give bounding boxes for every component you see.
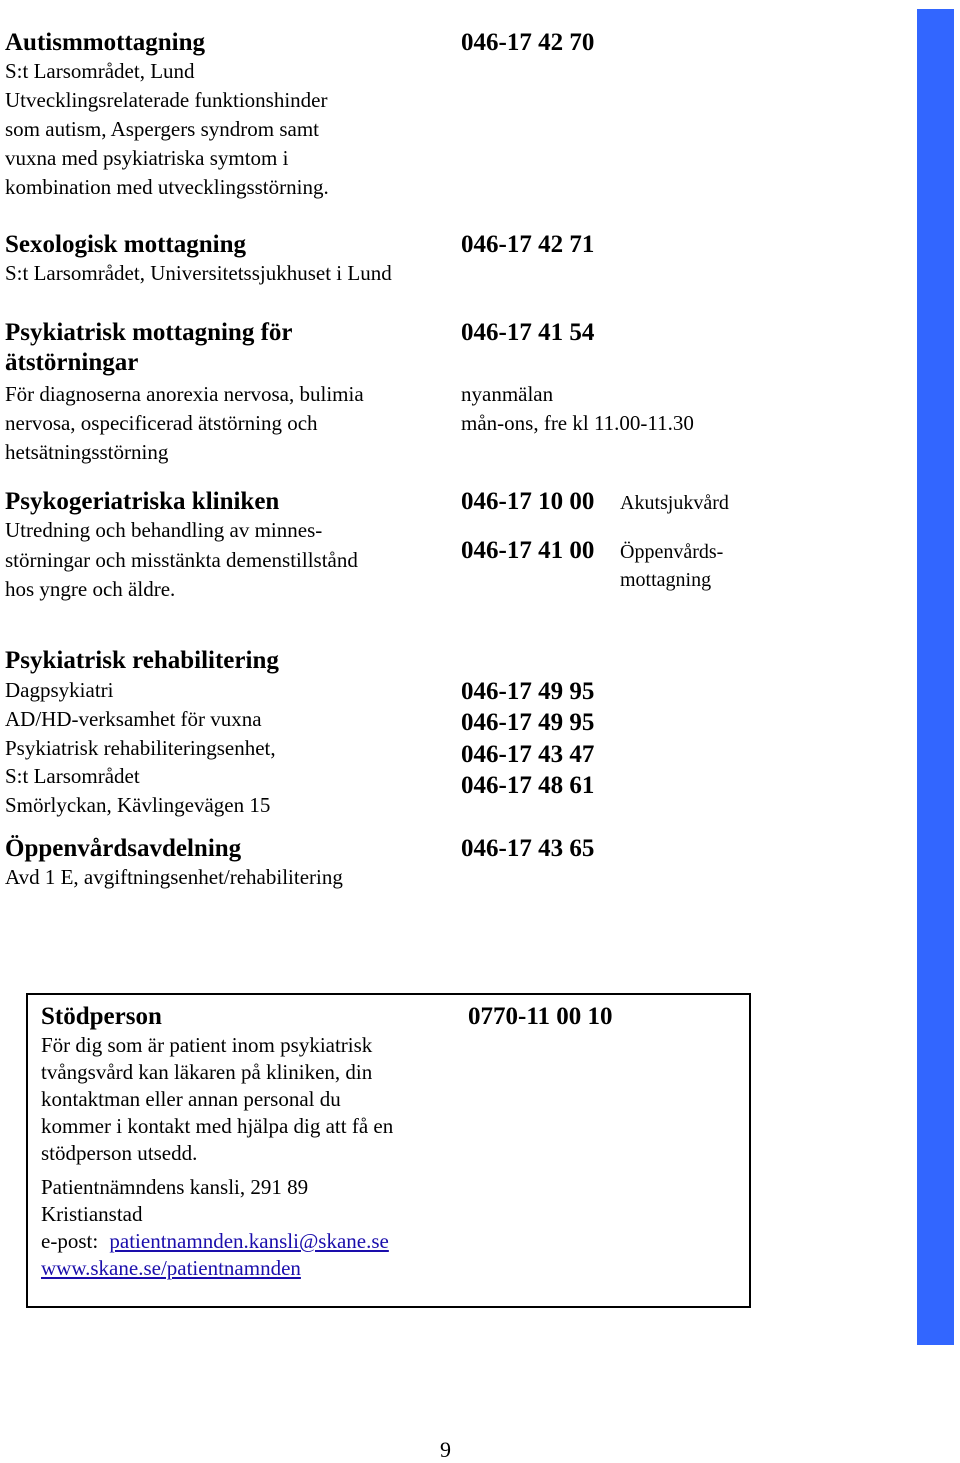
website-link[interactable]: www.skane.se/patientnamnden (41, 1256, 301, 1280)
psykogeriatrik-phone: 046-17 41 00 (461, 537, 595, 564)
box-address-line: Kristianstad (41, 1202, 143, 1226)
autism-line: som autism, Aspergers syndrom samt (5, 117, 320, 141)
box-line: kontaktman eller annan personal du (41, 1087, 341, 1111)
rehab-line: Dagpsykiatri (5, 678, 114, 702)
rehab-phone: 046-17 49 95 (461, 678, 595, 705)
page-number: 9 (440, 1437, 451, 1462)
autism-line: kombination med utvecklingsstörning. (5, 175, 329, 199)
rehab-line: S:t Larsområdet (5, 764, 140, 788)
psykogeriatrik-line: störningar och misstänkta demenstillstånd (5, 548, 358, 572)
atstorning-title: ätstörningar (5, 349, 139, 376)
box-line: För dig som är patient inom psykiatrisk (41, 1033, 373, 1057)
sexologisk-title: Sexologisk mottagning (5, 231, 247, 258)
box-title: Stödperson (41, 1003, 162, 1030)
side-color-bar (917, 9, 954, 1345)
rehab-line: Psykiatrisk rehabiliteringsenhet, (5, 736, 276, 760)
rehab-title: Psykiatrisk rehabilitering (5, 647, 279, 674)
rehab-line: AD/HD-verksamhet för vuxna (5, 707, 262, 731)
atstorning-line: För diagnoserna anorexia nervosa, bulimia (5, 382, 364, 406)
sexologisk-line: S:t Larsområdet, Universitetssjukhuset i Lund (5, 261, 392, 285)
box-line: tvångsvård kan läkaren på kliniken, din (41, 1060, 373, 1084)
box-line: stödperson utsedd. (41, 1141, 198, 1165)
box-address-line: Patientnämndens kansli, 291 89 (41, 1175, 309, 1199)
oppenvard-line: Avd 1 E, avgiftningsenhet/rehabilitering (5, 865, 343, 889)
atstorning-note: mån-ons, fre kl 11.00-11.30 (461, 411, 694, 435)
atstorning-phone: 046-17 41 54 (461, 319, 595, 346)
rehab-phone: 046-17 48 61 (461, 772, 595, 799)
atstorning-line: hetsätningsstörning (5, 440, 169, 464)
autism-line: S:t Larsområdet, Lund (5, 59, 195, 83)
email-row (41, 1228, 389, 1255)
rehab-phone: 046-17 49 95 (461, 709, 595, 736)
psykogeriatrik-line: hos yngre och äldre. (5, 577, 176, 601)
atstorning-line: nervosa, ospecificerad ätstörning och (5, 411, 318, 435)
box-phone: 0770-11 00 10 (468, 1003, 613, 1030)
email-link[interactable]: patientnamnden.kansli@skane.se (109, 1229, 389, 1253)
autism-line: vuxna med psykiatriska symtom i (5, 146, 289, 170)
autism-phone: 046-17 42 70 (461, 29, 595, 56)
oppenvard-phone: 046-17 43 65 (461, 835, 595, 862)
autism-line: Utvecklingsrelaterade funktionshinder (5, 88, 328, 112)
psykogeriatrik-phone-label: mottagning (620, 569, 712, 591)
email-label: e-post: (41, 1229, 99, 1253)
box-line: kommer i kontakt med hjälpa dig att få en (41, 1114, 394, 1138)
psykogeriatrik-line: Utredning och behandling av minnes- (5, 518, 323, 542)
psykogeriatrik-phone: 046-17 10 00 (461, 488, 595, 515)
oppenvard-title: Öppenvårdsavdelning (5, 835, 242, 862)
autism-title: Autismmottagning (5, 29, 206, 56)
atstorning-note: nyanmälan (461, 382, 554, 406)
psykogeriatrik-phone-label: Akutsjukvård (620, 492, 729, 514)
atstorning-title: Psykiatrisk mottagning för (5, 319, 293, 346)
sexologisk-phone: 046-17 42 71 (461, 231, 595, 258)
rehab-phone: 046-17 43 47 (461, 741, 595, 768)
psykogeriatrik-title: Psykogeriatriska kliniken (5, 488, 280, 515)
psykogeriatrik-phone-label: Öppenvårds- (620, 541, 724, 563)
rehab-line: Smörlyckan, Kävlingevägen 15 (5, 793, 271, 817)
